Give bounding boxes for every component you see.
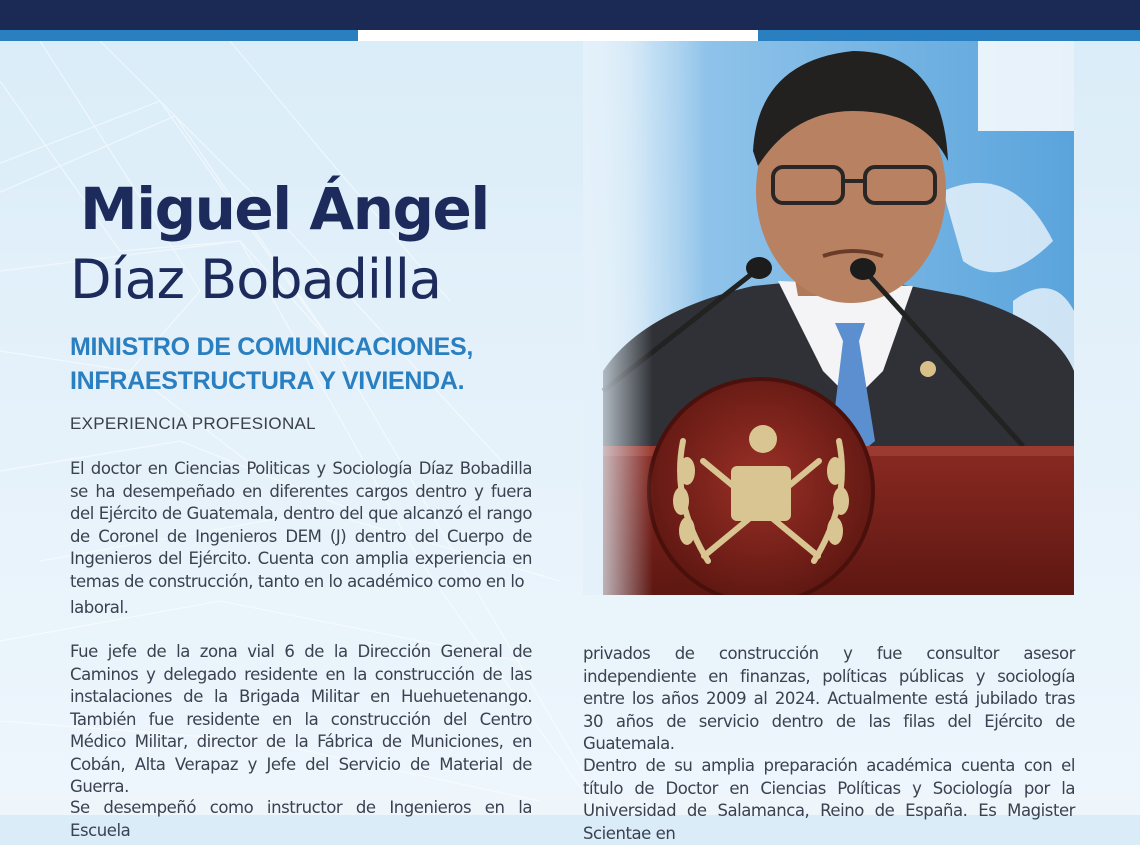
name-last: Díaz Bobadilla — [70, 248, 442, 311]
paragraph-1 — [70, 458, 532, 620]
accent-stripe-right — [758, 30, 1140, 41]
accent-stripe-center — [358, 30, 758, 41]
minister-title-line2: INFRAESTRUCTURA Y VIVIENDA. — [70, 367, 465, 395]
name-first: Miguel Ángel — [80, 175, 489, 243]
paragraph-1-text: El doctor en Ciencias Politicas y Sociología Díaz Bobadilla se ha desempeñado en diferentes cargos dentro y fuera del Ejército de Guatemala, dentro del que alcanzó el rango de Coronel de Ingenieros DEM (J) dentro del Cuerpo de Ingenieros del Ejército. Cuenta con amplia experiencia en temas de construcción, tanto en lo académico como en lo — [70, 459, 532, 591]
section-heading: EXPERIENCIA PROFESIONAL — [70, 414, 316, 433]
minister-speaking-photo — [583, 41, 1074, 595]
paragraph-5: Dentro de su amplia preparación académica cuenta con el título de Doctor en Ciencias Políticas y Sociología por la Universidad de Salamanca, Reino de España. Es Magister Scientae en — [583, 756, 1075, 843]
paragraph-1-last-line: laboral. — [70, 598, 129, 617]
paragraph-2: Fue jefe de la zona vial 6 de la Dirección General de Caminos y delegado residente en la construcción de las instalaciones de la Brigada Militar en Huehuetenango. También fue residente en la construcción del Centro Médico Militar, director de la Fábrica de Municiones, en Cobán, Alta Verapaz y Jefe del Servicio de Material de Guerra. — [70, 642, 532, 796]
minister-title-line1: MINISTRO DE COMUNICACIONES, — [70, 333, 474, 361]
paragraph-4: privados de construcción y fue consultor asesor independiente en finanzas, políticas públicas y sociología entre los años 2009 al 2024. Actualmente está jubilado tras 30 años de servicio dentro de las filas del Ejército de Guatemala. — [583, 644, 1075, 753]
accent-stripe-left — [0, 30, 358, 41]
minister-title — [70, 330, 473, 398]
top-header-bar — [0, 0, 1140, 30]
paragraph-3: Se desempeñó como instructor de Ingenieros en la Escuela — [70, 798, 532, 840]
